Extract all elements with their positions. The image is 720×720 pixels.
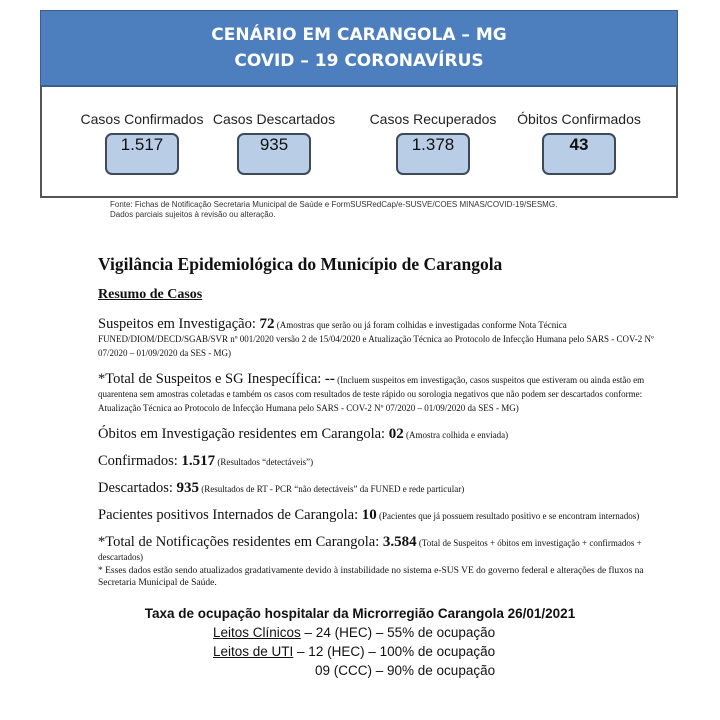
occupancy-uti: [98, 642, 654, 661]
occupancy-label: Leitos Clínicos: [213, 625, 301, 640]
stat-value: 935: [237, 133, 311, 175]
stat-descartados: [199, 111, 349, 175]
item-value: 72: [259, 316, 275, 332]
stat-label: Casos Descartados: [212, 111, 336, 127]
item-total-suspeitos: [98, 372, 654, 414]
stats-panel: [40, 86, 678, 198]
item-label: Confirmados:: [98, 453, 182, 469]
occupancy-label: Leitos de UTI: [213, 644, 294, 659]
source-line: Fonte: Fichas de Notificação Secretaria Municipal de Saúde e FormSUSRedCap/e-SUSVE/COES MINAS/COVID-19/SESMG.: [110, 200, 558, 209]
item-internados: [98, 508, 654, 522]
header-title: CENÁRIO EM CARANGOLA – MG: [211, 25, 507, 45]
item-note: (Resultados “detectáveis”): [215, 457, 314, 467]
stat-value: 43: [542, 133, 616, 175]
stat-confirmados: [67, 111, 217, 175]
stat-label: Óbitos Confirmados: [517, 111, 641, 127]
occupancy-text: – 24 (HEC) – 55% de ocupação: [300, 625, 496, 640]
item-note: (Resultados de RT - PCR “não detectáveis” da FUNED e rede particular): [199, 484, 465, 494]
occupancy-title: Taxa de ocupação hospitalar da Microrregião Carangola 26/01/2021: [144, 606, 576, 621]
item-confirmados: [98, 454, 654, 468]
item-value: 935: [176, 480, 200, 496]
stat-label: Casos Confirmados: [80, 111, 204, 127]
item-label: Suspeitos em Investigação:: [98, 316, 260, 332]
item-label: Descartados:: [98, 480, 177, 496]
header-banner: [40, 10, 678, 86]
source-note: [110, 200, 557, 220]
stat-label: Casos Recuperados: [369, 111, 497, 127]
item-descartados: [98, 481, 654, 495]
item-value: 3.584: [382, 534, 417, 550]
item-note: (Incluem suspeitos em investigação, casos suspeitos que estiveram ou ainda estão em quarentena sem amostras coletadas e também os casos com resultados de teste rápido ou sorologia negativos que não podem ser descartados conforme: Atualização Técnica ao Protocolo de Infecção Humana pelo SARS - COV-2 Nº 07/2020 – 01/09/2020 da SES - MG): [98, 375, 645, 413]
stat-obitos: [504, 111, 654, 175]
item-value: 1.517: [181, 453, 216, 469]
item-note: (Total de Suspeitos + óbitos em investigação + confirmados + descartados): [98, 538, 642, 562]
section-title: Resumo de Casos: [98, 287, 203, 302]
item-label: Óbitos em Investigação residentes em Carangola:: [98, 426, 389, 442]
item-note: (Pacientes que já possuem resultado positivo e se encontram internados): [376, 511, 640, 521]
item-value: 02: [388, 426, 404, 442]
source-line: Dados parciais sujeitos à revisão ou alteração.: [110, 210, 276, 219]
header-subtitle: COVID – 19 CORONAVÍRUS: [234, 51, 484, 71]
item-label: Pacientes positivos Internados de Carangola:: [98, 507, 362, 523]
stat-value: 1.378: [396, 133, 470, 175]
item-note: (Amostra colhida e enviada): [403, 430, 509, 440]
item-label: *Total de Notificações residentes em Carangola:: [98, 534, 383, 550]
stat-value: 1.517: [105, 133, 179, 175]
footnote: * Esses dados estão sendo atualizados gradativamente devido à instabilidade no sistema e-SUS VE do governo federal e alterações de fluxos na Secretaria Municipal de Saúde.: [98, 566, 644, 588]
occupancy-uti-ccc: 09 (CCC) – 90% de ocupação: [315, 663, 496, 678]
item-total-notificacoes: [98, 535, 654, 563]
item-suspeitos: [98, 317, 654, 359]
stat-recuperados: [358, 111, 508, 175]
item-value: 10: [361, 507, 377, 523]
document-body: [98, 253, 654, 680]
item-note: (Amostras que serão ou já foram colhidas e investigadas conforme Nota Técnica FUNED/DIOM/DECD/SGAB/SVR nº 001/2020 versão 2 de 15/04/2020 e Atualização Técnica ao Protocolo de Infecção Humana pelo SARS - COV-2 Nº 07/2020 – 01/09/2020 da SES - MG): [98, 320, 654, 358]
occupancy-clinicos: [98, 623, 654, 642]
item-obitos-investigacao: [98, 427, 654, 441]
item-label: *Total de Suspeitos e SG Inespecífica:: [98, 371, 325, 387]
occupancy-text: – 12 (HEC) – 100% de ocupação: [293, 644, 496, 659]
item-value: --: [324, 371, 335, 387]
document-title: Vigilância Epidemiológica do Município de Carangola: [98, 254, 503, 274]
